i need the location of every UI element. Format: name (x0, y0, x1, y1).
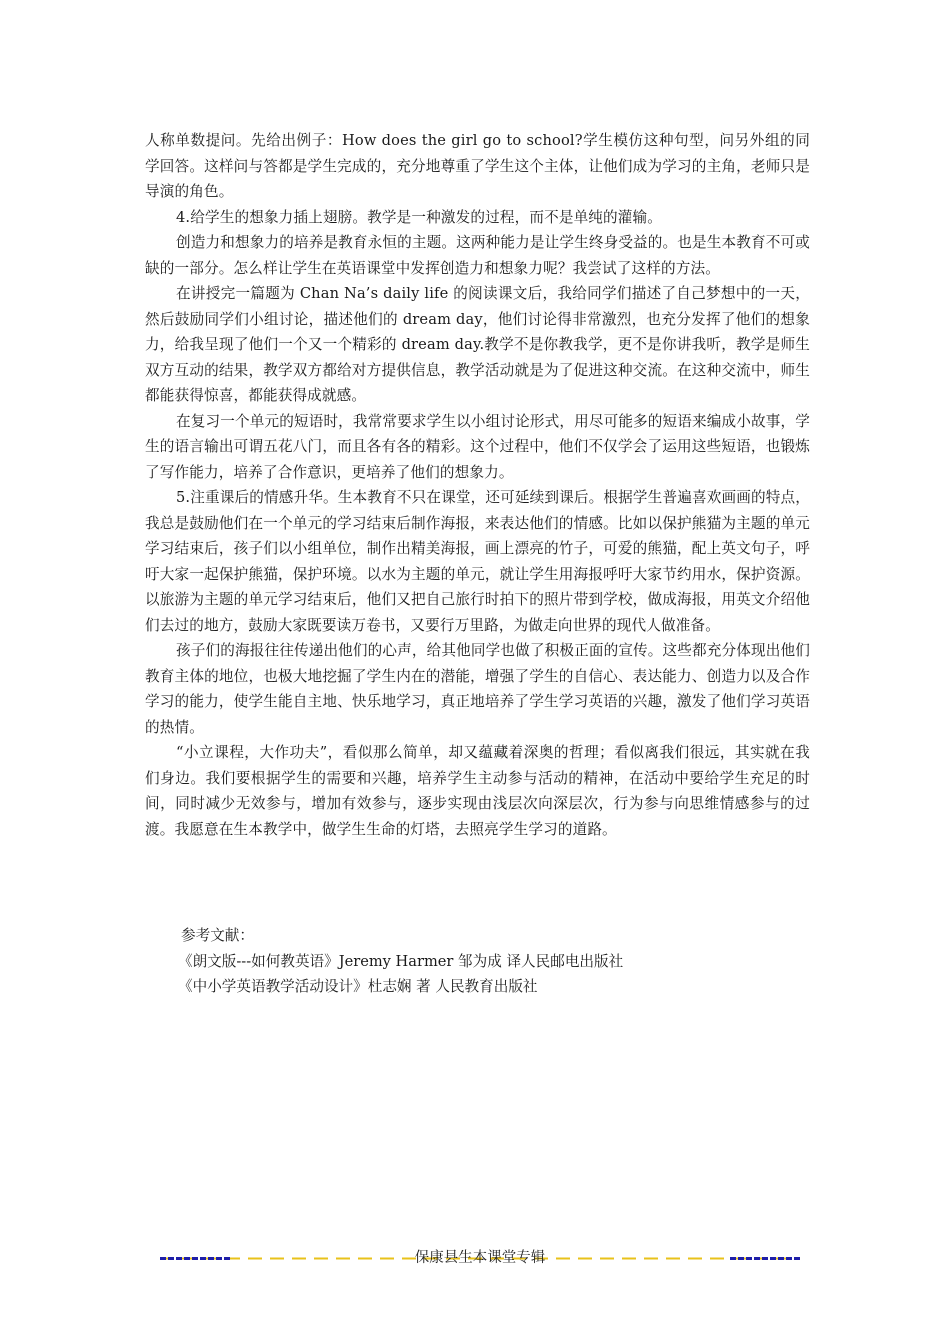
paragraph-1: 人称单数提问。先给出例子：How does the girl go to school?学生模仿这种句型，问另外组的同学回答。这样问与答都是学生完成的，充分地尊重了学生这个主体，让他们成为学习的主角，老师只是导演的角色。 (145, 132, 810, 200)
reference-item-1: 《朗文版---如何教英语》Jeremy Harmer 邹为成 译人民邮电出版社 (178, 952, 624, 970)
page-footer (160, 1243, 800, 1273)
paragraph-8: “小立课程，大作功夫”，看似那么简单，却又蕴藏着深奥的哲理；看似离我们很远，其实就在我们身边。我们要根据学生的需要和兴趣，培养学生主动参与活动的精神，在活动中要给学生充足的时间，同时减少无效参与，增加有效参与，逐步实现由浅层次向深层次，行为参与向思维情感参与的过渡。我愿意在生本教学中，做学生生命的灯塔，去照亮学生学习的道路。 (145, 744, 810, 838)
references-section (178, 923, 623, 1000)
paragraph-7: 孩子们的海报往往传递出他们的心声，给其他同学也做了积极正面的宣传。这些都充分体现出他们教育主体的地位，也极大地挖掘了学生内在的潜能，增强了学生的自信心、表达能力、创造力以及合作学习的能力，使学生能自主地、快乐地学习，真正地培养了学生学习英语的兴趣，激发了他们学习英语的热情。 (145, 642, 810, 736)
footer-title: 保康县生本课堂专辑 (414, 1250, 546, 1266)
references-heading: 参考文献： (181, 927, 254, 944)
paragraph-6: 5.注重课后的情感升华。生本教育不只在课堂，还可延续到课后。根据学生普遍喜欢画画的特点，我总是鼓励他们在一个单元的学习结束后制作海报，来表达他们的情感。比如以保护熊猫为主题的单元学习结束后，孩子们以小组单位，制作出精美海报，画上漂亮的竹子，可爱的熊猫，配上英文句子，呼吁大家一起保护熊猫，保护环境。以水为主题的单元，就让学生用海报呼吁大家节约用水，保护资源。以旅游为主题的单元学习结束后，他们又把自己旅行时拍下的照片带到学校，做成海报，用英文介绍他们去过的地方，鼓励大家既要读万卷书，又要行万里路，为做走向世界的现代人做准备。 (145, 489, 810, 634)
paragraph-3: 创造力和想象力的培养是教育永恒的主题。这两种能力是让学生终身受益的。也是生本教育不可或缺的一部分。怎么样让学生在英语课堂中发挥创造力和想象力呢？我尝试了这样的方法。 (145, 234, 810, 277)
paragraph-5: 在复习一个单元的短语时，我常常要求学生以小组讨论形式，用尽可能多的短语来编成小故事，学生的语言输出可谓五花八门，而且各有各的精彩。这个过程中，他们不仅学会了运用这些短语，也锻炼了写作能力，培养了合作意识，更培养了他们的想象力。 (145, 412, 810, 481)
document-body (145, 128, 810, 842)
paragraph-4: 在讲授完一篇题为 Chan Na’s daily life 的阅读课文后，我给同学们描述了自己梦想中的一天，然后鼓励同学们小组讨论，描述他们的 dream day，他们讨论得非常激烈，也充分发挥了他们的想象力，给我呈现了他们一个又一个精彩的 dream day.教学不是你教我学，更不是你讲我听，教学是师生双方互动的结果，教学双方都给对方提供信息，教学活动就是为了促进这种交流。在这种交流中，师生都能获得惊喜，都能获得成就感。 (145, 285, 810, 404)
reference-item-2: 《中小学英语教学活动设计》杜志娴 著 人民教育出版社 (178, 978, 538, 995)
paragraph-2: 4.给学生的想象力插上翅膀。教学是一种激发的过程，而不是单纯的灌输。 (176, 208, 663, 226)
